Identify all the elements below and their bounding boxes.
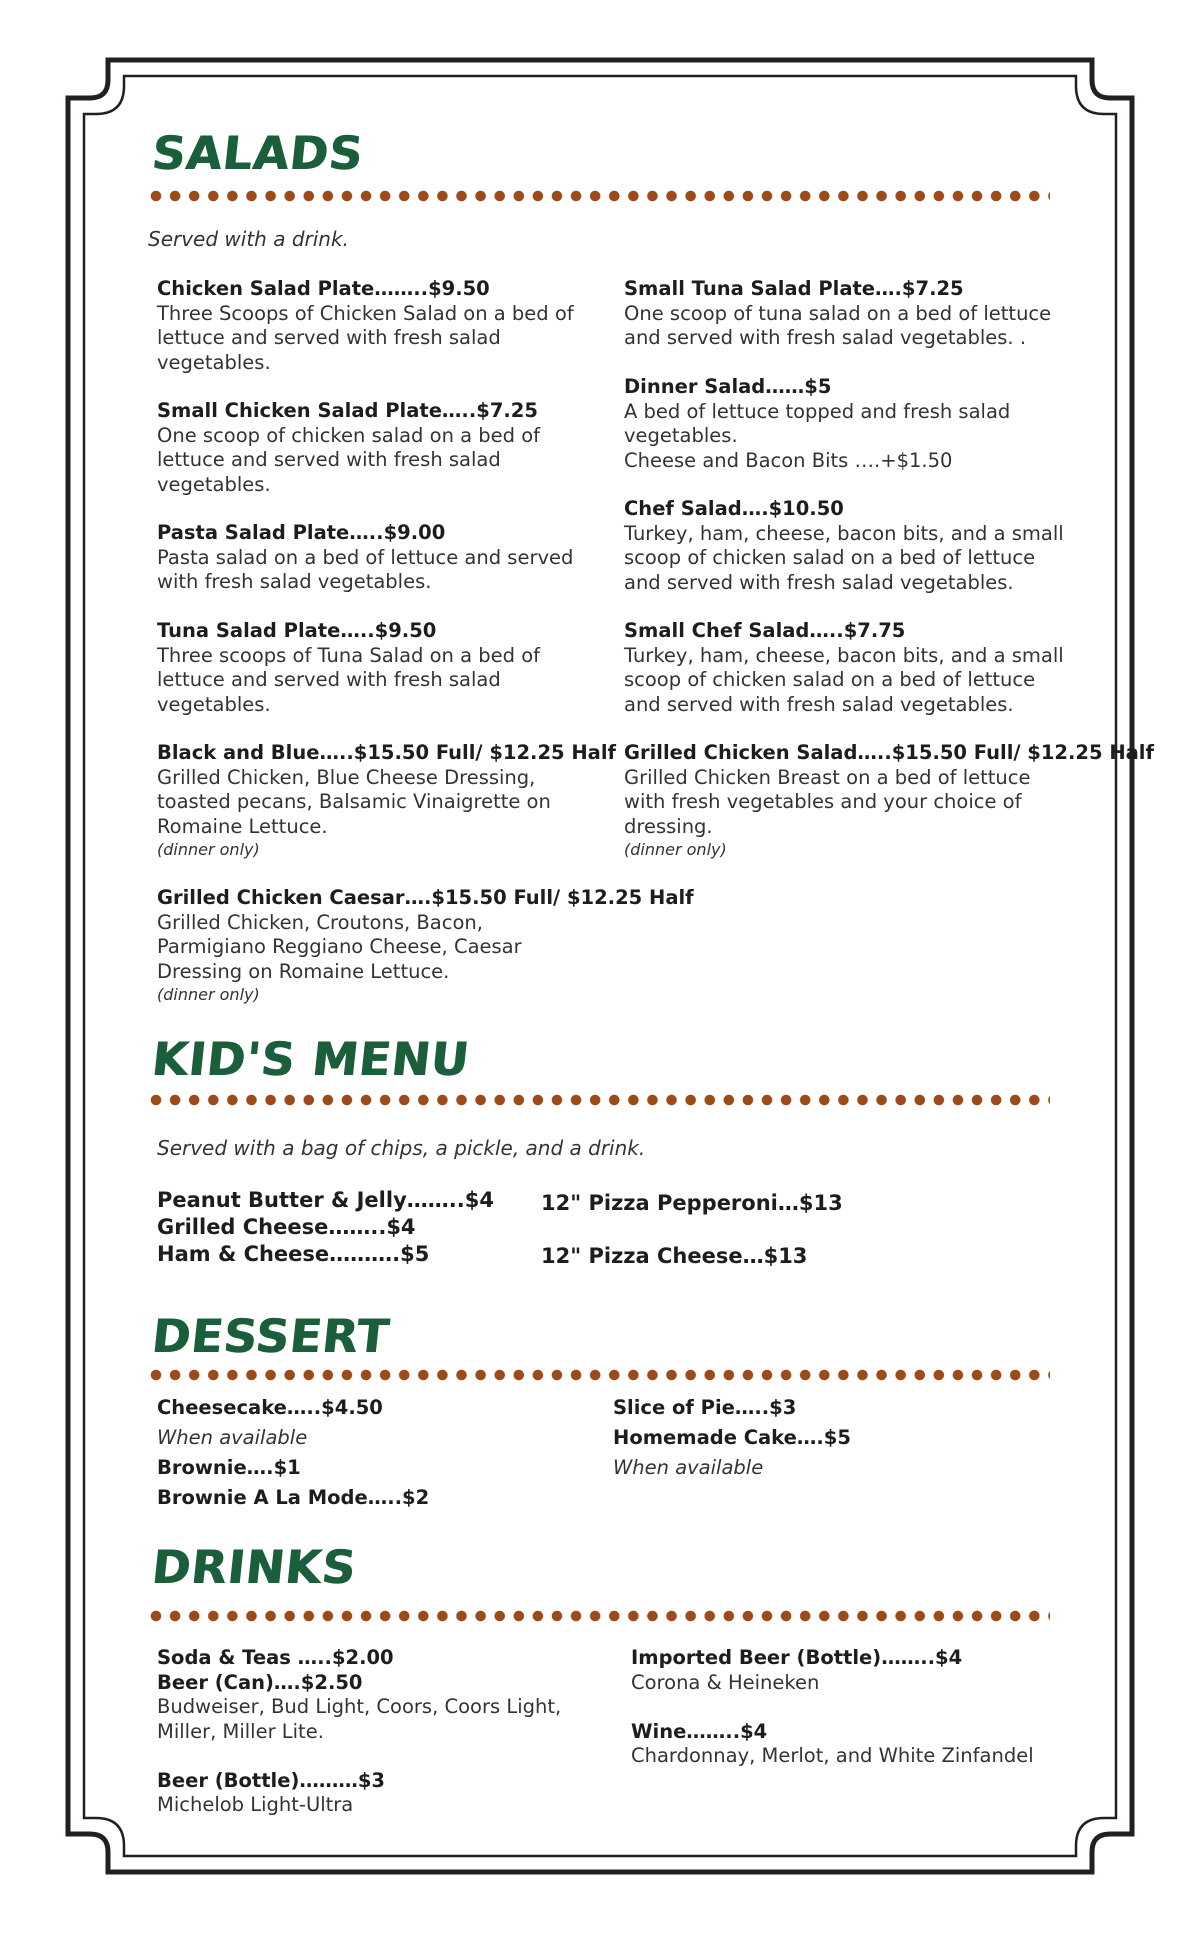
item-desc: scoop of chicken salad on a bed of lettuce <box>624 546 1036 569</box>
menu-item <box>157 619 540 717</box>
item-title: Small Tuna Salad Plate….$7.25 <box>624 277 964 300</box>
item-title: Pasta Salad Plate…..$9.00 <box>157 521 446 544</box>
menu-item <box>157 521 573 595</box>
menu-item <box>624 375 1010 473</box>
item-desc: Three Scoops of Chicken Salad on a bed of <box>157 301 574 325</box>
item-desc: Parmigiano Reggiano Cheese, Caesar <box>157 935 522 958</box>
item-desc: lettuce and served with fresh salad <box>157 326 501 349</box>
item-title: Small Chicken Salad Plate…..$7.25 <box>157 399 538 422</box>
item-desc: with fresh vegetables and your choice of <box>624 790 1022 813</box>
drink-desc: Corona & Heineken <box>631 1670 820 1694</box>
dessert-item: Brownie A La Mode…..$2 <box>157 1486 430 1509</box>
item-desc: vegetables. <box>157 350 271 374</box>
item-desc: Cheese and Bacon Bits ….+$1.50 <box>624 448 953 472</box>
item-title: Dinner Salad……$5 <box>624 375 832 398</box>
kids-divider <box>150 1094 1050 1106</box>
item-title: Grilled Chicken Salad…..$15.50 Full/ $12.25 Half <box>624 741 1154 764</box>
drink-title: Beer (Can)….$2.50 <box>157 1670 363 1694</box>
item-title: Small Chef Salad…..$7.75 <box>624 619 906 642</box>
kids-item: Grilled Cheese……..$4 <box>157 1215 416 1239</box>
item-desc: Romaine Lettuce. <box>157 814 328 838</box>
menu-item <box>624 741 1154 861</box>
drinks-heading: DRINKS <box>149 1540 359 1594</box>
item-desc: Grilled Chicken, Croutons, Bacon, <box>157 910 483 934</box>
item-desc: vegetables. <box>624 424 738 447</box>
drink-title: Wine……..$4 <box>631 1719 768 1743</box>
drink-desc: Michelob Light-Ultra <box>157 1793 354 1816</box>
salads-divider <box>150 190 1050 202</box>
dessert-note: When available <box>157 1426 308 1449</box>
kids-item: Peanut Butter & Jelly……..$4 <box>157 1188 494 1212</box>
kids-item: 12" Pizza Cheese…$13 <box>541 1244 808 1268</box>
drink-desc: Miller, Miller Lite. <box>157 1719 324 1743</box>
menu-item <box>157 399 540 497</box>
item-title: Tuna Salad Plate…..$9.50 <box>157 619 437 642</box>
item-desc: Turkey, ham, cheese, bacon bits, and a small <box>624 521 1064 545</box>
item-desc: Pasta salad on a bed of lettuce and served <box>157 545 574 569</box>
item-desc: One scoop of chicken salad on a bed of <box>157 423 541 447</box>
item-desc: and served with fresh salad vegetables. . <box>624 326 1027 349</box>
drinks-divider <box>150 1610 1050 1622</box>
item-desc: A bed of lettuce topped and fresh salad <box>624 399 1011 423</box>
dessert-left-column <box>157 1393 429 1513</box>
dessert-item: Cheesecake…..$4.50 <box>157 1396 383 1419</box>
kids-intro: Served with a bag of chips, a pickle, and a drink. <box>157 1136 646 1160</box>
drink-desc: Budweiser, Bud Light, Coors, Coors Light, <box>157 1695 562 1718</box>
item-desc: and served with fresh salad vegetables. <box>624 692 1014 716</box>
item-desc: One scoop of tuna salad on a bed of lettuce <box>624 301 1052 325</box>
item-desc: dressing. <box>624 814 713 838</box>
item-title: Black and Blue…..$15.50 Full/ $12.25 Half <box>157 741 617 764</box>
item-desc: toasted pecans, Balsamic Vinaigrette on <box>157 790 551 813</box>
kids-menu-heading: KID'S MENU <box>149 1032 473 1086</box>
kids-item: 12" Pizza Pepperoni…$13 <box>541 1191 843 1215</box>
item-title: Chef Salad….$10.50 <box>624 497 844 520</box>
dessert-right-column <box>613 1393 851 1483</box>
menu-item <box>624 497 1064 595</box>
spacer <box>157 1744 561 1769</box>
item-desc: Three scoops of Tuna Salad on a bed of <box>157 643 540 667</box>
kids-item: Ham & Cheese……….$5 <box>157 1242 430 1266</box>
item-desc: Grilled Chicken Breast on a bed of lettuce <box>624 765 1031 789</box>
item-note: (dinner only) <box>624 840 727 859</box>
item-desc: vegetables. <box>157 692 271 716</box>
item-desc: Grilled Chicken, Blue Cheese Dressing, <box>157 765 536 789</box>
drinks-left-column <box>157 1646 561 1818</box>
spacer <box>631 1695 1034 1720</box>
item-note: (dinner only) <box>157 985 260 1004</box>
drink-desc: Chardonnay, Merlot, and White Zinfandel <box>631 1744 1034 1767</box>
dessert-item: Homemade Cake….$5 <box>613 1426 851 1449</box>
dessert-item: Slice of Pie…..$3 <box>613 1396 797 1419</box>
drink-title: Soda & Teas …..$2.00 <box>157 1646 394 1669</box>
item-desc: scoop of chicken salad on a bed of lettuce <box>624 668 1036 691</box>
menu-item <box>157 741 616 861</box>
menu-item <box>157 277 574 375</box>
item-title: Grilled Chicken Caesar….$15.50 Full/ $12.25 Half <box>157 886 694 909</box>
item-desc: lettuce and served with fresh salad <box>157 668 501 691</box>
dessert-divider <box>150 1369 1050 1381</box>
item-desc: Dressing on Romaine Lettuce. <box>157 959 450 983</box>
menu-item <box>624 619 1064 717</box>
dessert-note: When available <box>613 1456 764 1479</box>
dessert-item: Brownie….$1 <box>157 1456 301 1479</box>
drink-title: Beer (Bottle)………$3 <box>157 1768 385 1792</box>
item-desc: with fresh salad vegetables. <box>157 570 432 593</box>
salads-heading: SALADS <box>149 126 366 180</box>
item-title: Chicken Salad Plate……..$9.50 <box>157 277 490 300</box>
dessert-heading: DESSERT <box>149 1309 392 1363</box>
salads-intro: Served with a drink. <box>148 227 349 251</box>
item-desc: lettuce and served with fresh salad <box>157 448 501 471</box>
item-desc: Turkey, ham, cheese, bacon bits, and a small <box>624 643 1064 667</box>
drink-title: Imported Beer (Bottle)……..$4 <box>631 1646 963 1669</box>
menu-item <box>624 277 1051 351</box>
item-note: (dinner only) <box>157 840 260 859</box>
drinks-right-column <box>631 1646 1034 1769</box>
menu-item <box>157 886 694 1006</box>
item-desc: vegetables. <box>157 472 271 496</box>
item-desc: and served with fresh salad vegetables. <box>624 570 1014 594</box>
